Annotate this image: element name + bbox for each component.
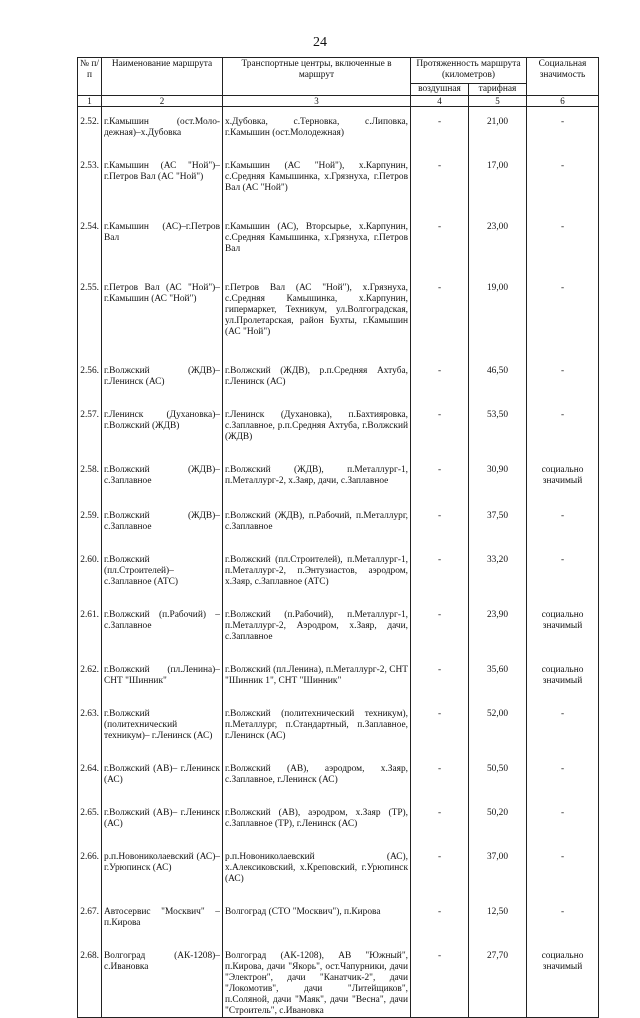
cell-route-name: г.Камышин (АС "Ной")– г.Петров Вал (АС "Ной") — [102, 161, 223, 212]
spacer-cell — [102, 754, 223, 764]
table-row — [78, 511, 599, 545]
spacer-cell — [223, 754, 411, 764]
spacer-cell — [411, 400, 469, 410]
header-social: Социальная значимость — [527, 58, 599, 96]
cell-transport-centers: г.Волжский (политехнический техникум), п.Металлург, п.Стандартный, п.Заплавное, г.Ленинск (АС) — [223, 709, 411, 754]
spacer-cell — [102, 798, 223, 808]
cell-social-significance: - — [527, 764, 599, 798]
cell-tariff-length: 33,20 — [469, 555, 527, 600]
spacer-cell — [78, 754, 102, 764]
spacer-cell — [78, 941, 102, 951]
cell-air-length: - — [411, 907, 469, 941]
cell-air-length: - — [411, 366, 469, 400]
spacer-cell — [102, 600, 223, 610]
spacer-cell — [527, 501, 599, 511]
spacer-cell — [527, 842, 599, 852]
cell-air-length: - — [411, 852, 469, 897]
cell-row-number: 2.59. — [78, 511, 102, 545]
cell-route-name: р.п.Новониколаевский (АС)–г.Урюпинск (АС) — [102, 852, 223, 897]
spacer-cell — [411, 151, 469, 161]
table-row — [78, 907, 599, 941]
spacer-cell — [527, 273, 599, 283]
spacer-cell — [469, 107, 527, 118]
spacer-cell — [223, 212, 411, 222]
cell-air-length: - — [411, 222, 469, 273]
row-spacer — [78, 941, 599, 951]
spacer-cell — [411, 897, 469, 907]
table-row — [78, 764, 599, 798]
cell-tariff-length: 30,90 — [469, 465, 527, 501]
cell-route-name: г.Волжский (политехнический техникум)– г.Ленинск (АС) — [102, 709, 223, 754]
cell-transport-centers: г.Волжский (АВ), аэродром, х.Заяр, с.Заплавное, г.Ленинск (АС) — [223, 764, 411, 798]
spacer-cell — [78, 273, 102, 283]
table-row — [78, 283, 599, 356]
spacer-cell — [78, 699, 102, 709]
cell-tariff-length: 52,00 — [469, 709, 527, 754]
cell-row-number: 2.67. — [78, 907, 102, 941]
cell-social-significance: - — [527, 555, 599, 600]
header-length: Протяженность маршрута (километров) — [411, 58, 527, 84]
cell-air-length: - — [411, 161, 469, 212]
spacer-cell — [78, 356, 102, 366]
spacer-cell — [223, 897, 411, 907]
spacer-cell — [469, 655, 527, 665]
cell-air-length: - — [411, 764, 469, 798]
spacer-cell — [411, 107, 469, 118]
cell-row-number: 2.52. — [78, 117, 102, 151]
routes-table — [77, 57, 599, 1018]
cell-route-name: г.Камышин (ост.Моло-дежная)–х.Дубовка — [102, 117, 223, 151]
spacer-cell — [102, 455, 223, 465]
spacer-cell — [102, 897, 223, 907]
spacer-cell — [102, 655, 223, 665]
spacer-cell — [411, 356, 469, 366]
table-row — [78, 410, 599, 455]
spacer-cell — [78, 501, 102, 511]
spacer-cell — [527, 754, 599, 764]
cell-social-significance: - — [527, 852, 599, 897]
cell-transport-centers: г.Волжский (ЖДВ), п.Рабочий, п.Металлург, с.Заплавное — [223, 511, 411, 545]
header-num: № п/п — [78, 58, 102, 96]
spacer-cell — [78, 400, 102, 410]
table-row — [78, 555, 599, 600]
row-spacer — [78, 273, 599, 283]
page-number: 24 — [313, 35, 327, 50]
spacer-cell — [411, 273, 469, 283]
cell-row-number: 2.58. — [78, 465, 102, 501]
cell-route-name: г.Волжский (п.Рабочий) – с.Заплавное — [102, 610, 223, 655]
spacer-cell — [78, 600, 102, 610]
cell-social-significance: - — [527, 907, 599, 941]
header-index-1: 1 — [78, 96, 102, 107]
spacer-cell — [527, 212, 599, 222]
cell-transport-centers: г.Ленинск (Духановка), п.Бахтияровка, с.Заплавное, р.п.Средняя Ахтуба, г.Волжский (ЖДВ) — [223, 410, 411, 455]
cell-tariff-length: 50,20 — [469, 808, 527, 842]
cell-transport-centers: г.Волжский (пл.Строителей), п.Металлург-1, п.Металлург-2, п.Энтузиастов, аэродром, х.Заяр, с.Заплавное (АТС) — [223, 555, 411, 600]
spacer-cell — [102, 151, 223, 161]
cell-air-length: - — [411, 951, 469, 1018]
table-row — [78, 951, 599, 1018]
cell-route-name: г.Волжский (ЖДВ)–с.Заплавное — [102, 511, 223, 545]
spacer-cell — [78, 212, 102, 222]
spacer-cell — [223, 655, 411, 665]
cell-tariff-length: 46,50 — [469, 366, 527, 400]
spacer-cell — [527, 455, 599, 465]
spacer-cell — [102, 400, 223, 410]
cell-air-length: - — [411, 511, 469, 545]
table-row — [78, 465, 599, 501]
cell-transport-centers: г.Волжский (пл.Ленина), п.Металлург-2, СНТ "Шинник 1", СНТ "Шинник" — [223, 665, 411, 699]
spacer-cell — [527, 545, 599, 555]
spacer-cell — [78, 897, 102, 907]
cell-air-length: - — [411, 410, 469, 455]
spacer-cell — [527, 356, 599, 366]
table-row — [78, 852, 599, 897]
spacer-cell — [223, 151, 411, 161]
cell-tariff-length: 35,60 — [469, 665, 527, 699]
spacer-cell — [469, 941, 527, 951]
spacer-cell — [223, 941, 411, 951]
cell-social-significance: - — [527, 222, 599, 273]
table-row — [78, 808, 599, 842]
cell-air-length: - — [411, 117, 469, 151]
spacer-cell — [102, 273, 223, 283]
cell-transport-centers: р.п.Новониколаевский (АС), х.Алексиковский, х.Креповский, г.Урюпинск (АС) — [223, 852, 411, 897]
cell-social-significance: социально значимый — [527, 610, 599, 655]
cell-route-name: г.Волжский (пл.Ленина)– СНТ "Шинник" — [102, 665, 223, 699]
spacer-cell — [469, 273, 527, 283]
spacer-cell — [411, 545, 469, 555]
cell-row-number: 2.66. — [78, 852, 102, 897]
spacer-cell — [102, 842, 223, 852]
spacer-cell — [527, 798, 599, 808]
cell-social-significance: - — [527, 366, 599, 400]
cell-route-name: г.Волжский (АВ)– г.Ленинск (АС) — [102, 808, 223, 842]
cell-route-name: г.Камышин (АС)–г.Петров Вал — [102, 222, 223, 273]
table-row — [78, 665, 599, 699]
spacer-cell — [527, 655, 599, 665]
cell-social-significance: - — [527, 709, 599, 754]
cell-air-length: - — [411, 808, 469, 842]
cell-route-name: Волгоград (АК-1208)– с.Ивановка — [102, 951, 223, 1018]
spacer-cell — [102, 941, 223, 951]
spacer-cell — [102, 501, 223, 511]
spacer-cell — [223, 699, 411, 709]
cell-tariff-length: 23,90 — [469, 610, 527, 655]
header-index-5: 5 — [469, 96, 527, 107]
spacer-cell — [223, 798, 411, 808]
cell-tariff-length: 23,00 — [469, 222, 527, 273]
cell-air-length: - — [411, 555, 469, 600]
cell-social-significance: - — [527, 161, 599, 212]
spacer-cell — [411, 798, 469, 808]
spacer-cell — [527, 941, 599, 951]
cell-row-number: 2.55. — [78, 283, 102, 356]
spacer-cell — [102, 699, 223, 709]
cell-air-length: - — [411, 610, 469, 655]
cell-transport-centers: г.Волжский (ЖДВ), п.Металлург-1, п.Металлург-2, х.Заяр, дачи, с.Заплавное — [223, 465, 411, 501]
spacer-cell — [527, 107, 599, 118]
cell-row-number: 2.68. — [78, 951, 102, 1018]
cell-social-significance: - — [527, 410, 599, 455]
cell-transport-centers: г.Волжский (ЖДВ), р.п.Средняя Ахтуба, г.Ленинск (АС) — [223, 366, 411, 400]
spacer-cell — [102, 545, 223, 555]
spacer-cell — [469, 400, 527, 410]
cell-row-number: 2.64. — [78, 764, 102, 798]
spacer-cell — [469, 600, 527, 610]
cell-transport-centers: г.Волжский (п.Рабочий), п.Металлург-1, п.Металлург-2, Аэродром, х.Заяр, дачи, с.Заплавное — [223, 610, 411, 655]
row-spacer — [78, 455, 599, 465]
row-spacer — [78, 600, 599, 610]
cell-social-significance: - — [527, 283, 599, 356]
spacer-cell — [411, 842, 469, 852]
cell-social-significance: социально значимый — [527, 951, 599, 1018]
cell-social-significance: - — [527, 117, 599, 151]
cell-route-name: г.Волжский (ЖДВ)–с.Заплавное — [102, 465, 223, 501]
header-index-4: 4 — [411, 96, 469, 107]
cell-tariff-length: 53,50 — [469, 410, 527, 455]
spacer-cell — [78, 798, 102, 808]
cell-row-number: 2.62. — [78, 665, 102, 699]
row-spacer — [78, 897, 599, 907]
cell-row-number: 2.63. — [78, 709, 102, 754]
spacer-cell — [469, 545, 527, 555]
table-body — [78, 107, 599, 1018]
cell-route-name: г.Волжский (ЖДВ)– г.Ленинск (АС) — [102, 366, 223, 400]
row-spacer — [78, 655, 599, 665]
spacer-cell — [411, 941, 469, 951]
spacer-cell — [78, 151, 102, 161]
cell-route-name: г.Волжский (пл.Строителей)–с.Заплавное (АТС) — [102, 555, 223, 600]
spacer-cell — [527, 699, 599, 709]
cell-route-name: г.Петров Вал (АС "Ной")– г.Камышин (АС "Ной") — [102, 283, 223, 356]
row-spacer — [78, 699, 599, 709]
spacer-cell — [527, 600, 599, 610]
cell-tariff-length: 21,00 — [469, 117, 527, 151]
spacer-cell — [469, 798, 527, 808]
cell-tariff-length: 50,50 — [469, 764, 527, 798]
cell-tariff-length: 37,50 — [469, 511, 527, 545]
spacer-cell — [78, 842, 102, 852]
cell-social-significance: социально значимый — [527, 465, 599, 501]
spacer-cell — [102, 356, 223, 366]
spacer-cell — [223, 400, 411, 410]
spacer-cell — [411, 600, 469, 610]
cell-social-significance: - — [527, 511, 599, 545]
row-spacer — [78, 400, 599, 410]
spacer-cell — [527, 400, 599, 410]
header-index-6: 6 — [527, 96, 599, 107]
cell-tariff-length: 27,70 — [469, 951, 527, 1018]
row-spacer — [78, 107, 599, 118]
row-spacer — [78, 798, 599, 808]
table-row — [78, 222, 599, 273]
spacer-cell — [469, 455, 527, 465]
cell-transport-centers: Волгоград (СТО "Москвич"), п.Кирова — [223, 907, 411, 941]
spacer-cell — [469, 842, 527, 852]
cell-row-number: 2.60. — [78, 555, 102, 600]
table-row — [78, 161, 599, 212]
row-spacer — [78, 842, 599, 852]
cell-tariff-length: 37,00 — [469, 852, 527, 897]
spacer-cell — [411, 455, 469, 465]
header-air: воздушная — [411, 84, 469, 96]
cell-transport-centers: г.Петров Вал (АС "Ной"), х.Грязнуха, с.Средняя Камышинка, х.Карпунин, гипермаркет, Техникум, ул.Волгоградская, ул.Пролетарская, район Бухты, г.Камышин (АС "Ной") — [223, 283, 411, 356]
table-row — [78, 117, 599, 151]
table-row — [78, 610, 599, 655]
cell-tariff-length: 17,00 — [469, 161, 527, 212]
row-spacer — [78, 545, 599, 555]
spacer-cell — [469, 754, 527, 764]
spacer-cell — [102, 212, 223, 222]
spacer-cell — [223, 273, 411, 283]
spacer-cell — [78, 455, 102, 465]
table-row — [78, 366, 599, 400]
cell-row-number: 2.57. — [78, 410, 102, 455]
spacer-cell — [411, 754, 469, 764]
spacer-cell — [469, 501, 527, 511]
cell-route-name: г.Ленинск (Духановка)– г.Волжский (ЖДВ) — [102, 410, 223, 455]
cell-transport-centers: Волгоград (АК-1208), АВ "Южный", п.Кирова, дачи "Якорь", ост.Чапурники, дачи "Электрон", дачи "Канатчик-2", дачи "Локомотив", дачи "Литейщиков", п.Соляной, дачи "Маяк", дачи "Весна", дачи "Строитель", с.Ивановка — [223, 951, 411, 1018]
cell-tariff-length: 12,50 — [469, 907, 527, 941]
row-spacer — [78, 754, 599, 764]
cell-transport-centers: г.Волжский (АВ), аэродром, х.Заяр (ТР), с.Заплавное (ТР), г.Ленинск (АС) — [223, 808, 411, 842]
cell-row-number: 2.54. — [78, 222, 102, 273]
spacer-cell — [223, 455, 411, 465]
spacer-cell — [411, 212, 469, 222]
cell-social-significance: социально значимый — [527, 665, 599, 699]
cell-air-length: - — [411, 665, 469, 699]
cell-route-name: Автосервис "Москвич" – п.Кирова — [102, 907, 223, 941]
cell-transport-centers: х.Дубовка, с.Терновка, с.Липовка, г.Камышин (ост.Молодежная) — [223, 117, 411, 151]
row-spacer — [78, 356, 599, 366]
cell-transport-centers: г.Камышин (АС "Ной"), х.Карпунин, с.Средняя Камышинка, х.Грязнуха, г.Петров Вал (АС "Ной") — [223, 161, 411, 212]
cell-row-number: 2.56. — [78, 366, 102, 400]
cell-row-number: 2.61. — [78, 610, 102, 655]
row-spacer — [78, 151, 599, 161]
spacer-cell — [223, 600, 411, 610]
spacer-cell — [78, 545, 102, 555]
spacer-cell — [469, 212, 527, 222]
spacer-cell — [469, 356, 527, 366]
spacer-cell — [223, 545, 411, 555]
cell-row-number: 2.65. — [78, 808, 102, 842]
row-spacer — [78, 212, 599, 222]
table-row — [78, 709, 599, 754]
cell-row-number: 2.53. — [78, 161, 102, 212]
spacer-cell — [411, 501, 469, 511]
spacer-cell — [223, 356, 411, 366]
header-tariff: тарифная — [469, 84, 527, 96]
row-spacer — [78, 501, 599, 511]
spacer-cell — [527, 897, 599, 907]
cell-air-length: - — [411, 709, 469, 754]
spacer-cell — [223, 107, 411, 118]
cell-transport-centers: г.Камышин (АС), Вторсырье, х.Карпунин, с.Средняя Камышинка, х.Грязнуха, г.Петров Вал — [223, 222, 411, 273]
spacer-cell — [469, 151, 527, 161]
cell-tariff-length: 19,00 — [469, 283, 527, 356]
cell-route-name: г.Волжский (АВ)– г.Ленинск (АС) — [102, 764, 223, 798]
spacer-cell — [102, 107, 223, 118]
header-route-name: Наименование маршрута — [102, 58, 223, 96]
header-transport-centers: Транспортные центры, включенные в маршрут — [223, 58, 411, 96]
cell-social-significance: - — [527, 808, 599, 842]
spacer-cell — [469, 897, 527, 907]
cell-air-length: - — [411, 465, 469, 501]
header-index-2: 2 — [102, 96, 223, 107]
spacer-cell — [411, 655, 469, 665]
spacer-cell — [78, 655, 102, 665]
cell-air-length: - — [411, 283, 469, 356]
spacer-cell — [223, 501, 411, 511]
spacer-cell — [411, 699, 469, 709]
spacer-cell — [527, 151, 599, 161]
spacer-cell — [469, 699, 527, 709]
spacer-cell — [78, 107, 102, 118]
header-index-3: 3 — [223, 96, 411, 107]
spacer-cell — [223, 842, 411, 852]
